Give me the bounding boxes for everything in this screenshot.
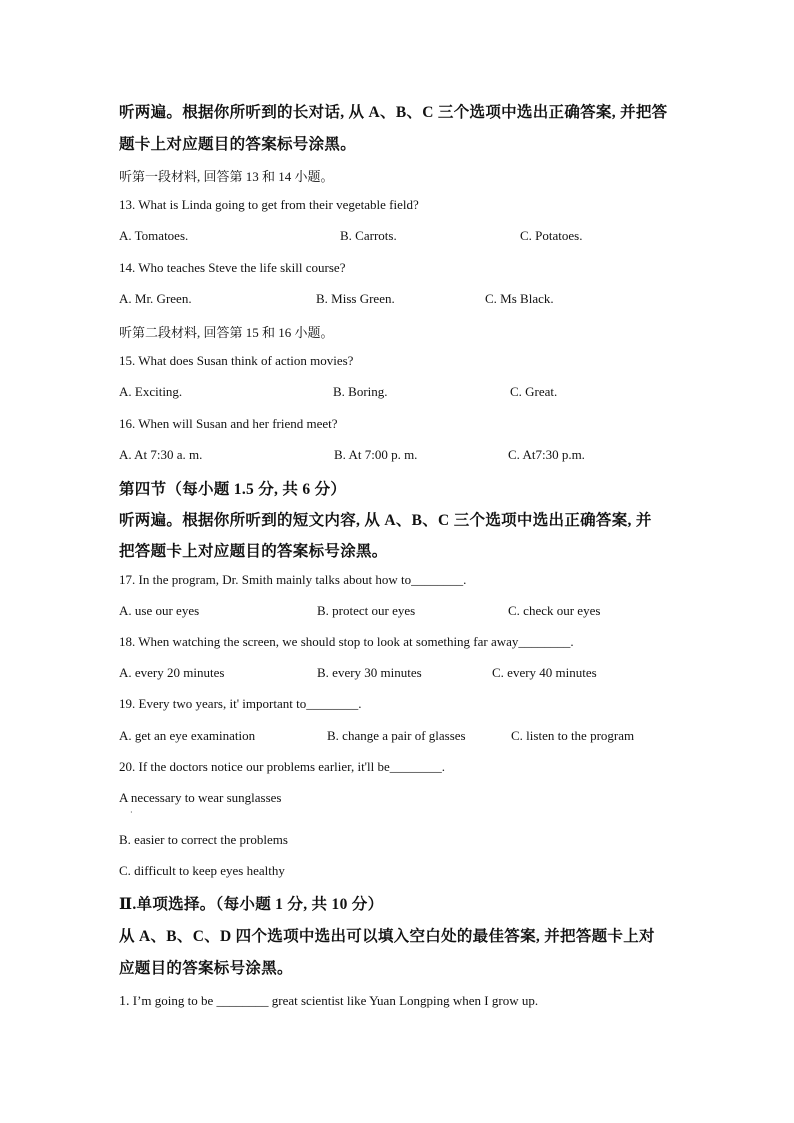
question-1 — [119, 993, 538, 1010]
option-b: B. every 30 minutes — [317, 665, 422, 680]
stray-dot-mark: · — [130, 808, 133, 817]
question-19: 19. Every two years, it' important to________. — [119, 696, 362, 711]
option-a: A. get an eye examination — [119, 728, 256, 743]
question-19-options — [119, 728, 719, 746]
question-18: 18. When watching the screen, we should stop to look at something far away________. — [119, 634, 574, 649]
question-20-option-c: C. difficult to keep eyes healthy — [119, 863, 285, 878]
option-a: A. At 7:30 a. m. — [119, 447, 203, 462]
instruction-line-2: 题卡上对应题目的答案标号涂黑。 — [119, 136, 357, 153]
option-b: B. change a pair of glasses — [327, 728, 466, 743]
option-a: A. every 20 minutes — [119, 665, 225, 680]
option-c: C. Potatoes. — [520, 228, 583, 243]
question-15-options — [119, 384, 719, 402]
section-4-instruction-line-1: 听两遍。根据你所听到的短文内容, 从 A、B、C 三个选项中选出正确答案, 并 — [119, 512, 652, 529]
option-c: C. check our eyes — [508, 603, 601, 618]
question-14: 14. Who teaches Steve the life skill course? — [119, 260, 346, 275]
option-a: A. Tomatoes. — [119, 228, 189, 243]
option-c: C. every 40 minutes — [492, 665, 597, 680]
option-b: B. Carrots. — [340, 228, 397, 243]
option-b: B. protect our eyes — [317, 603, 416, 618]
question-15: 15. What does Susan think of action movies? — [119, 353, 354, 368]
question-1-number: 1. — [119, 994, 130, 1009]
section-4-title: 第四节（每小题 1.5 分, 共 6 分） — [119, 481, 347, 498]
part-2-title: Ⅱ.单项选择。（每小题 1 分, 共 10 分） — [119, 896, 384, 913]
part-2-instruction-line-1: 从 A、B、C、D 四个选项中选出可以填入空白处的最佳答案, 并把答题卡上对 — [119, 928, 655, 945]
question-20: 20. If the doctors notice our problems earlier, it'll be________. — [119, 759, 446, 774]
option-a: A. Exciting. — [119, 384, 183, 399]
question-13-options — [119, 228, 719, 246]
option-c: C. Great. — [510, 384, 558, 399]
section-4-instruction-line-2: 把答题卡上对应题目的答案标号涂黑。 — [119, 543, 388, 560]
part-2-instruction-line-2: 应题目的答案标号涂黑。 — [119, 960, 293, 977]
material-1-heading: 听第一段材料, 回答第 13 和 14 小题。 — [119, 169, 334, 184]
option-a: A. use our eyes — [119, 603, 200, 618]
question-13: 13. What is Linda going to get from their vegetable field? — [119, 197, 419, 212]
option-b: B. Miss Green. — [316, 291, 395, 306]
question-18-options — [119, 665, 719, 683]
option-c: C. Ms Black. — [485, 291, 554, 306]
question-20-option-a: A necessary to wear sunglasses — [119, 790, 282, 805]
option-a: A. Mr. Green. — [119, 291, 192, 306]
option-b: B. Boring. — [333, 384, 388, 399]
question-17: 17. In the program, Dr. Smith mainly talks about how to________. — [119, 572, 467, 587]
question-1-text: I’m going to be ________ great scientist like Yuan Longping when I grow up. — [129, 993, 539, 1008]
question-16: 16. When will Susan and her friend meet? — [119, 416, 338, 431]
question-16-options — [119, 447, 719, 465]
option-c: C. At7:30 p.m. — [508, 447, 585, 462]
question-17-options — [119, 603, 719, 621]
instruction-line-1: 听两遍。根据你所听到的长对话, 从 A、B、C 三个选项中选出正确答案, 并把答 — [119, 104, 668, 121]
option-c: C. listen to the program — [511, 728, 635, 743]
question-14-options — [119, 291, 719, 309]
option-b: B. At 7:00 p. m. — [334, 447, 418, 462]
question-20-option-b: B. easier to correct the problems — [119, 832, 288, 847]
material-2-heading: 听第二段材料, 回答第 15 和 16 小题。 — [119, 325, 334, 340]
